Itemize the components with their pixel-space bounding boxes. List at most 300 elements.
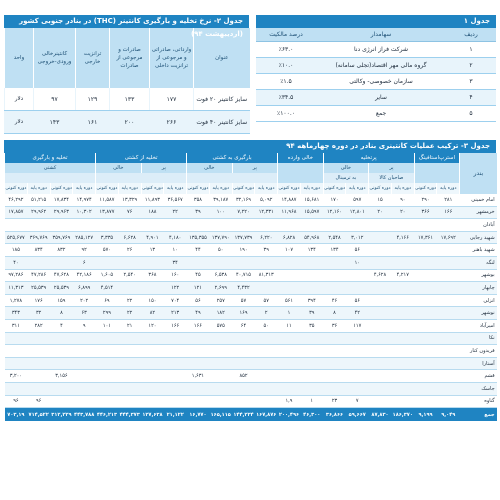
table3-cell — [414, 319, 437, 332]
table3-cell: ۴۴ — [187, 244, 210, 257]
table2-cell: ۱۴۳ — [34, 111, 76, 134]
table3-cell — [27, 382, 50, 395]
table3-cell: ۳۲ — [27, 307, 50, 320]
table3-cell: ۳۹۴ — [300, 294, 323, 307]
table3-cell: ۵۲۵,۶۷۷ — [5, 231, 28, 244]
table3-cell — [164, 357, 187, 370]
table3-cell — [118, 370, 141, 383]
table3-cell — [164, 395, 187, 408]
table3-cell — [164, 219, 187, 232]
table3-cell — [27, 357, 50, 370]
total-cell: ۵۹,۶۶۷ — [346, 408, 369, 422]
table3-cell — [232, 382, 255, 395]
table3-row — [5, 256, 497, 269]
table3-cell — [232, 256, 255, 269]
table3-cell: ۳,۱۵۶ — [50, 370, 73, 383]
table1-cell: ٪۱۰.۰ — [256, 58, 316, 74]
table3-cell — [209, 256, 232, 269]
table3-cell — [96, 219, 119, 232]
table3-row — [5, 231, 497, 244]
table3-cell — [391, 319, 414, 332]
table3-cell: ۱۵,۶۸۱ — [300, 194, 323, 206]
group-header: استرپ‌استافینگ — [414, 153, 460, 163]
table3-cell — [164, 370, 187, 383]
table3-cell: ۵۰ — [255, 319, 278, 332]
table3-cell — [437, 319, 460, 332]
port-name: قشم — [460, 370, 497, 383]
table3-cell — [118, 332, 141, 345]
table3-cell: ۱۳,۳۲۹ — [118, 194, 141, 206]
table3-cell — [5, 219, 28, 232]
table3-cell: ۶۳ — [73, 307, 96, 320]
table1-cell: ۳ — [446, 74, 496, 90]
group-header: خالی وارده — [278, 153, 324, 163]
table3-cell: ۱ — [278, 307, 301, 320]
table3-cell — [118, 282, 141, 295]
table2-header: کانتینرخالی ورودی-خروجی — [34, 28, 76, 88]
table3-cell — [96, 370, 119, 383]
table3-cell — [414, 370, 437, 383]
table3-cell — [96, 357, 119, 370]
table1-cell: سازمان خصوصی- وکالتی — [316, 74, 446, 90]
table2-header: صادرات و مرجوعی از صادرات — [110, 28, 150, 88]
table3-cell — [437, 282, 460, 295]
table3-cell — [369, 307, 392, 320]
table3-cell — [187, 219, 210, 232]
table3-cell: ۱۶۶ — [437, 206, 460, 219]
table3-cell: ۵۶۱ — [278, 294, 301, 307]
table1-cell: ٪۳۴.۵ — [256, 90, 316, 106]
table3-cell — [96, 382, 119, 395]
table3-cell — [369, 382, 392, 395]
table3-cell — [187, 357, 210, 370]
table3-cell: ۹۰ — [391, 194, 414, 206]
table3-cell: ۵۰ — [209, 244, 232, 257]
table1-cell: جمع — [316, 106, 446, 122]
table3-cell: ۳۹ — [187, 206, 210, 219]
period-header: دوره پایه — [300, 183, 323, 194]
table3-cell — [118, 219, 141, 232]
table3-cell — [141, 370, 164, 383]
table3-cell — [96, 395, 119, 408]
table3-cell — [50, 332, 73, 345]
table3-cell: ۵۷ — [255, 294, 278, 307]
table3-row — [5, 307, 497, 320]
total-cell: ۴۴۴,۳۷۳ — [118, 408, 141, 422]
table1-header: سهامدار — [316, 28, 446, 42]
table3-cell — [437, 256, 460, 269]
table3-cell: ۲۰ — [369, 206, 392, 219]
table3-cell: ۵۴,۹۶۸ — [300, 231, 323, 244]
table3-cell — [300, 382, 323, 395]
table3-cell: ۱۰,۳۰۲ — [73, 206, 96, 219]
total-cell: جمع — [460, 408, 497, 422]
table3-cell: ۱۱۷ — [346, 319, 369, 332]
subgroup-header: پر — [369, 163, 415, 173]
total-cell: ۴۶,۳۰۰ — [300, 408, 323, 422]
table3-cell: ۳۴۳ — [5, 307, 28, 320]
table3-cell: ۴۶,۲۹۲ — [5, 194, 28, 206]
subgroup-header: پر — [141, 163, 187, 173]
table3-cell: ۱۳۷,۷۳۹ — [232, 231, 255, 244]
table3-cell — [73, 395, 96, 408]
table3-cell: ۱۰۰ — [209, 206, 232, 219]
table3-cell: ۲۱۳ — [164, 307, 187, 320]
table3-cell: ۲۵,۵۳۹ — [27, 282, 50, 295]
table3-cell — [164, 332, 187, 345]
table3-row — [5, 219, 497, 232]
table3-cell: ۲۸۵,۱۲۷ — [73, 231, 96, 244]
group-header: تخلیه و بارگیری — [5, 153, 96, 163]
table3-cell: ۴,۲۱۷ — [391, 269, 414, 282]
table3-cell: ۲۰۲ — [73, 294, 96, 307]
table3-cell: ۱۰۱ — [96, 319, 119, 332]
port-name: آستارا — [460, 357, 497, 370]
subsub-header: به ترمینال — [323, 173, 369, 183]
period-header: دوره پایه — [437, 183, 460, 194]
table3-cell — [300, 269, 323, 282]
table3-cell: ۳,۳۳۵ — [96, 231, 119, 244]
table3-cell — [369, 319, 392, 332]
table3 — [4, 153, 497, 421]
table3-cell: ۲۹,۹۶۳ — [50, 206, 73, 219]
table3-cell: ۱۲۱ — [187, 282, 210, 295]
table3-cell — [369, 244, 392, 257]
table3-cell: ۵۱,۲۱۵ — [27, 194, 50, 206]
table3-cell: ۲۰ — [391, 206, 414, 219]
table3-cell — [255, 395, 278, 408]
table3-cell: ۱۲۲ — [164, 282, 187, 295]
table3-cell: ۹۷,۲۸۶ — [5, 269, 28, 282]
table3-cell — [27, 256, 50, 269]
subgroup-header: پر — [232, 163, 278, 173]
table3-cell — [369, 395, 392, 408]
total-cell: ۴۴۶,۲۱۳ — [96, 408, 119, 422]
table3-cell — [50, 382, 73, 395]
table1-cell: ۴ — [446, 90, 496, 106]
group-header: تخلیه از کشتی — [96, 153, 187, 163]
table2-cell: سایز کانتینر ۲۰ فوت — [194, 88, 250, 111]
subgroup-header: خالی — [96, 163, 142, 173]
total-cell: ۹,۱۹۹ — [414, 408, 437, 422]
table3-cell: ۱۲,۳۳۱ — [255, 206, 278, 219]
table3-cell: ۱۷,۳۶۱ — [414, 231, 437, 244]
table3-cell: ۱۷۰ — [323, 194, 346, 206]
period-header: دوره پایه — [391, 183, 414, 194]
period-header: دوره کنونی — [232, 183, 255, 194]
table3-cell: ۲۲ — [118, 307, 141, 320]
table3-cell: ۴۵ — [187, 269, 210, 282]
table3-row — [5, 206, 497, 219]
table3-cell — [187, 382, 210, 395]
table3-cell — [437, 345, 460, 358]
table3-cell — [232, 357, 255, 370]
table3-cell: ۴۹ — [187, 307, 210, 320]
table3-cell — [118, 395, 141, 408]
period-header: دوره کنونی — [96, 183, 119, 194]
table3-cell — [300, 370, 323, 383]
table1-cell: سایر — [316, 90, 446, 106]
table3-cell — [5, 357, 28, 370]
table3-cell: ۴۶ — [323, 294, 346, 307]
table1-cell: ٪۶۳.۰ — [256, 42, 316, 58]
total-cell: ۱۶۵,۱۱۵ — [209, 408, 232, 422]
table3-cell — [323, 382, 346, 395]
table2-cell: ۱۳۳ — [110, 88, 150, 111]
table3-cell — [369, 345, 392, 358]
table3-cell: ۶ — [73, 256, 96, 269]
table3-cell: ۴,۴۳۲ — [232, 282, 255, 295]
table3-cell — [209, 395, 232, 408]
table3-cell: ۱۰ — [346, 256, 369, 269]
table3-cell — [414, 332, 437, 345]
table2-header: ترانزیت خارجی — [76, 28, 110, 88]
table3-cell — [414, 269, 437, 282]
table3-cell: ۵۶ — [346, 294, 369, 307]
table3-cell: ۳۶۸ — [141, 269, 164, 282]
total-cell: ۲۱,۱۲۲ — [164, 408, 187, 422]
table3-cell: ۴,۱۶۶ — [391, 231, 414, 244]
table3-cell: ۱۳۴ — [323, 244, 346, 257]
table3-cell — [391, 382, 414, 395]
table3-cell — [346, 269, 369, 282]
table3-cell — [278, 219, 301, 232]
table3-cell: ۳,۲۰۰ — [5, 370, 28, 383]
table3-cell — [278, 345, 301, 358]
table3-cell — [414, 307, 437, 320]
port-name: شهید رجایی — [460, 231, 497, 244]
table3-cell: ۳۶۶ — [414, 206, 437, 219]
table3-cell: ۱۵۰ — [141, 294, 164, 307]
table3-cell: ۸۱,۳۱۳ — [255, 269, 278, 282]
table3-cell — [255, 332, 278, 345]
table3-cell: ۱,۶۰۵ — [96, 269, 119, 282]
table3-cell — [300, 282, 323, 295]
total-cell: ۱۸۶,۳۷۰ — [391, 408, 414, 422]
table3-cell: ۳۵۸ — [187, 194, 210, 206]
table3-cell: ۴۰,۷۱۵ — [232, 269, 255, 282]
table3-cell: ۱۷۶ — [27, 294, 50, 307]
table3-cell: ۱۵,۵۹۷ — [300, 206, 323, 219]
table3-cell: ۱۰۷ — [278, 244, 301, 257]
table3-cell — [346, 332, 369, 345]
table3-cell — [209, 219, 232, 232]
table3-cell: ۴۷,۶۲۸ — [50, 269, 73, 282]
table1-cell: شرکت فراز انرژی دنا — [316, 42, 446, 58]
table1-header: درصد مالکیت — [256, 28, 316, 42]
table2-cell: دلار — [5, 111, 34, 134]
table3-cell: ۱۲,۸۰۱ — [346, 206, 369, 219]
table3-cell — [278, 370, 301, 383]
table3-cell — [27, 370, 50, 383]
table3-cell: ۱۱ — [278, 319, 301, 332]
table3-cell: ۱۲۰ — [141, 319, 164, 332]
table3-cell — [50, 219, 73, 232]
table3-cell: ۲,۵۴۸ — [323, 231, 346, 244]
table3-cell: ۲۸۱ — [437, 194, 460, 206]
table3-cell — [346, 282, 369, 295]
table3-row — [5, 282, 497, 295]
table3-cell: ۲۶ — [118, 244, 141, 257]
table3-cell: ۱,۶۳۱ — [187, 370, 210, 383]
table3-cell: ۱۱,۹۶۸ — [278, 206, 301, 219]
table3-cell: ۹ — [73, 319, 96, 332]
table3-row — [5, 244, 497, 257]
table3-cell — [323, 219, 346, 232]
table1-row — [256, 90, 496, 106]
table3-cell — [391, 357, 414, 370]
table3-cell — [187, 332, 210, 345]
table3-cell — [27, 219, 50, 232]
table3-cell — [323, 332, 346, 345]
table3-cell: ۱۸۵ — [5, 244, 28, 257]
table3-cell — [73, 382, 96, 395]
total-cell: ۱۶۷,۸۷۶ — [255, 408, 278, 422]
table3-cell: ۴,۶۲۸ — [369, 269, 392, 282]
table3-row — [5, 319, 497, 332]
table3-cell: ۱۷,۶۹۲ — [437, 231, 460, 244]
period-header: دوره کنونی — [323, 183, 346, 194]
table3-cell: ۱۰ — [164, 244, 187, 257]
table2 — [4, 28, 250, 134]
table3-cell — [323, 345, 346, 358]
table3-cell: ۸۲ — [141, 307, 164, 320]
total-cell: ۱۴۴,۲۲۴ — [232, 408, 255, 422]
table3-cell — [278, 332, 301, 345]
table3-cell: ۵۷۵ — [209, 319, 232, 332]
table3-cell: ۱ — [300, 395, 323, 408]
table3-cell — [232, 345, 255, 358]
total-cell: ۱۲۷,۶۳۸ — [141, 408, 164, 422]
table3-cell: ۱۶۶ — [164, 319, 187, 332]
table3-cell: ۳۶,۵۶۷ — [164, 194, 187, 206]
table3-cell — [414, 395, 437, 408]
table3-cell — [278, 256, 301, 269]
port-name: فریدون کنار — [460, 345, 497, 358]
group-header: بارگیری به کشتی — [187, 153, 278, 163]
table1-row — [256, 42, 496, 58]
table3-cell: ۷,۲۲۰ — [232, 206, 255, 219]
table3-cell — [437, 395, 460, 408]
table2-cell: سایز کانتینر ۴۰ فوت — [194, 111, 250, 134]
table2-row — [5, 88, 250, 111]
period-header: دوره کنونی — [5, 183, 28, 194]
table3-cell — [164, 382, 187, 395]
table3-cell — [300, 219, 323, 232]
table3-cell: ۷۶ — [118, 206, 141, 219]
table3-cell — [5, 382, 28, 395]
table1-cell: ۱ — [446, 42, 496, 58]
table3-cell — [391, 256, 414, 269]
table3-cell: ۱۴,۹۷۴ — [73, 194, 96, 206]
table1 — [256, 28, 496, 122]
table2-row — [5, 111, 250, 134]
subsub-header: صاحبان کالا — [369, 173, 415, 183]
table1-cell: ۵ — [446, 106, 496, 122]
table3-cell: ۳۶۹,۷۶۹ — [27, 231, 50, 244]
table3-cell — [27, 345, 50, 358]
table3-cell: ۱۵۹ — [50, 294, 73, 307]
table3-cell — [437, 370, 460, 383]
port-name: شهید باهنر — [460, 244, 497, 257]
table3-cell: ۴,۱۸۰ — [164, 231, 187, 244]
table3-cell — [414, 357, 437, 370]
table3-cell — [96, 332, 119, 345]
table3-cell: ۵۷ — [232, 294, 255, 307]
table3-cell — [141, 256, 164, 269]
table3-cell — [141, 345, 164, 358]
table3-cell — [50, 357, 73, 370]
table3-cell: ۳۴ — [164, 256, 187, 269]
table3-cell: ۱۱,۳۱۳ — [5, 282, 28, 295]
table3-cell: ۳۹,۱۸۷ — [209, 194, 232, 206]
table3-cell: ۴۲,۱۸۶ — [73, 269, 96, 282]
table3-cell — [278, 357, 301, 370]
period-header: دوره پایه — [118, 183, 141, 194]
table3-cell — [300, 256, 323, 269]
table1-header: ردیف — [446, 28, 496, 42]
table3-title: جدول ۳- ترکیب عملیات کانتینری بنادر در دوره چهارماهه ۹۴ — [4, 140, 496, 153]
port-name: جاسک — [460, 382, 497, 395]
subgroup-header: خالی — [323, 163, 369, 173]
table3-cell — [437, 357, 460, 370]
table3-cell — [73, 219, 96, 232]
table3-cell — [437, 269, 460, 282]
period-header: دوره کنونی — [50, 183, 73, 194]
table1-panel — [256, 15, 496, 122]
total-cell: ۴۴۳,۷۸۸ — [73, 408, 96, 422]
total-cell: ۷۰۳,۱۹ — [5, 408, 28, 422]
table3-cell: ۲۹۹ — [96, 307, 119, 320]
table3-cell — [300, 332, 323, 345]
table3-cell — [164, 345, 187, 358]
table3-cell: ۶,۸۹۹ — [73, 282, 96, 295]
table1-cell: ۲ — [446, 58, 496, 74]
table3-cell — [391, 294, 414, 307]
table3-cell — [141, 282, 164, 295]
table3-cell — [50, 256, 73, 269]
table2-panel — [4, 15, 249, 134]
table3-cell — [255, 256, 278, 269]
table3-cell: ۲۸۲ — [27, 319, 50, 332]
table3-cell — [209, 370, 232, 383]
table3-total-row — [5, 408, 497, 422]
table3-cell: ۸ — [50, 307, 73, 320]
total-cell: ۸۷,۸۳۰ — [369, 408, 392, 422]
port-name: گناوه — [460, 395, 497, 408]
table3-cell — [73, 345, 96, 358]
table3-cell: ۲۳ — [323, 395, 346, 408]
port-name: خرمشهر — [460, 206, 497, 219]
table3-cell: ۸۵۲ — [232, 370, 255, 383]
table2-cell: ۲۰۰ — [110, 111, 150, 134]
total-cell: ۹,۰۴۹ — [437, 408, 460, 422]
table3-cell: ۶,۵۳۸ — [209, 269, 232, 282]
table3-cell — [369, 332, 392, 345]
table3-cell: ۲۱ — [118, 319, 141, 332]
table3-cell — [141, 219, 164, 232]
table3-cell: ۱۱,۸۹۳ — [141, 194, 164, 206]
table3-cell: ۲ — [255, 307, 278, 320]
table3-cell — [414, 382, 437, 395]
table3-cell: ۸۳۲ — [50, 244, 73, 257]
table3-cell — [414, 244, 437, 257]
table3-cell — [369, 294, 392, 307]
group-header: پرتخلیه — [323, 153, 414, 163]
table3-cell — [346, 382, 369, 395]
table3-cell: ۱۴,۸۸۷ — [278, 194, 301, 206]
table3-cell — [73, 370, 96, 383]
